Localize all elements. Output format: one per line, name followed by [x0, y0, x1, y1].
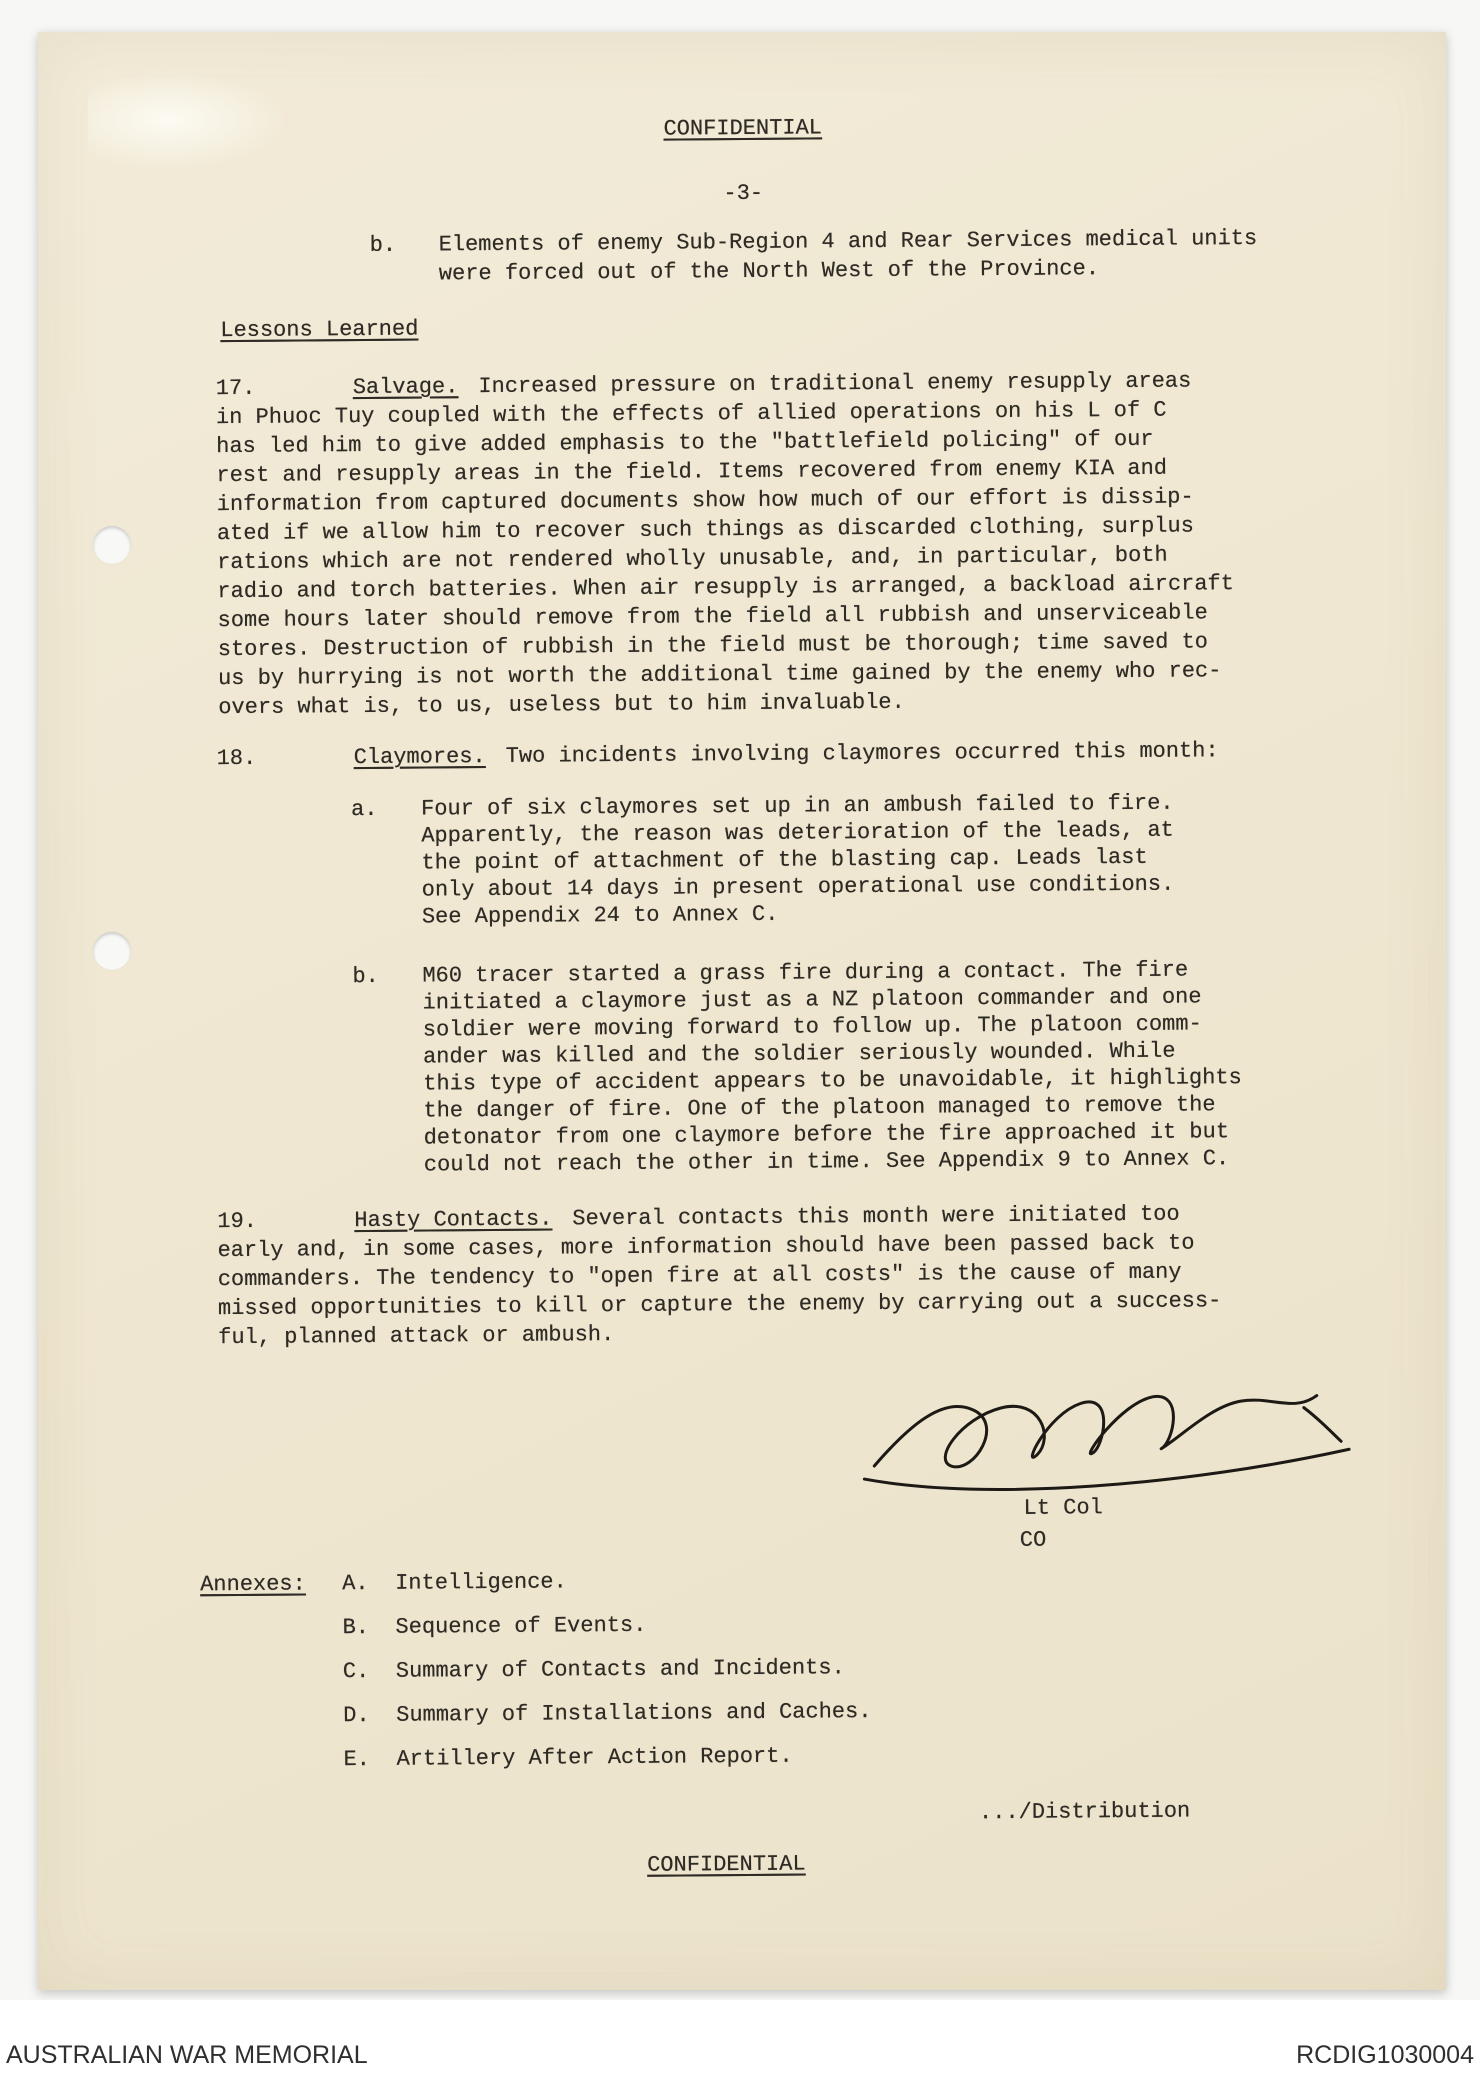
annex-item-b — [342, 1609, 870, 1642]
classification-footer-text: CONFIDENTIAL — [647, 1851, 806, 1878]
paragraph-text: Increased pressure on traditional enemy resupply areas in Phuoc Tuy coupled with the effects of allied operations on his L of C has led him to give added emphasis to the "battlefield policing" of our rest and resupply areas in the field. Items recovered from enemy KIA and information from captured documents show how much of our effort is dissip- ated if we allow him to recover such things as discarded clothing, surplus rations which are not rendered wholly unusable, and, in particular, both radio and torch batteries. When air resupply is arranged, a backload aircraft some hours later should remove from the field all rubbish and unserviceable stores. Destruction of rubbish in the field must be thorough; time saved to us by hurrying is not worth the additional time gained by the enemy who rec- overs what is, to us, useless but to him invaluable. — [215, 368, 1235, 721]
annex-item-label: E. — [343, 1746, 371, 1773]
annex-item-text: Artillery After Action Report. — [396, 1743, 793, 1772]
annex-item-text: Summary of Contacts and Incidents. — [395, 1655, 845, 1684]
archive-footer-bar — [0, 2000, 1480, 2082]
annex-item-text: Summary of Installations and Caches. — [396, 1699, 872, 1728]
subparagraph-b-label: b. — [369, 232, 397, 258]
archive-reference-id: RCDIG1030004 — [1296, 2041, 1474, 2069]
paragraph-18-claymores — [217, 735, 1347, 773]
section-heading-text: Lessons Learned — [220, 316, 419, 344]
annex-item-text: Intelligence. — [395, 1569, 567, 1596]
subitem-b — [352, 956, 1304, 1179]
annex-item-label: B. — [342, 1614, 370, 1641]
subparagraph-b — [370, 223, 1350, 289]
annex-item-label: C. — [342, 1658, 370, 1685]
subitem-a — [351, 789, 1302, 931]
paragraph-title: Salvage. — [352, 374, 459, 401]
paragraph-17-salvage — [216, 365, 1349, 722]
annex-item-label: A. — [342, 1570, 369, 1597]
continuation-note: .../Distribution — [978, 1798, 1191, 1826]
archive-name: AUSTRALIAN WAR MEMORIAL — [6, 2041, 368, 2069]
annex-item-label: D. — [343, 1702, 370, 1729]
subitem-b-text: M60 tracer started a grass fire during a contact. The fire initiated a claymore just as a NZ platoon commander and one soldier were moving forward to follow up. The platoon comm- ander was killed and the soldier seriously wounded. While this type of accident appears to be unavoidable, it highlights the danger of fire. One of the platoon managed to remove the detonator from one claymore before the fire approached it but could not reach the other in time. See Appendix 9 to Annex C. — [422, 957, 1242, 1178]
signatory-rank: Lt Col — [1023, 1495, 1103, 1521]
classification-header — [39, 108, 1447, 148]
classification-footer — [52, 1845, 1400, 1885]
annex-item-c — [343, 1653, 871, 1686]
typed-content — [38, 26, 1461, 1995]
annex-item-e — [343, 1741, 871, 1774]
paragraph-19-hasty-contacts — [217, 1198, 1348, 1352]
paragraph-text: Several contacts this month were initiated too early and, in some cases, more information should have been passed back to commanders. The tendency to "open fire at all costs" is the cause of many missed opportunities to kill or capture the enemy by carrying out a success- ful, planned attack or ambush. — [217, 1201, 1222, 1351]
annex-item-d — [343, 1697, 871, 1730]
signatory-appointment: CO — [1019, 1527, 1047, 1553]
paragraph-number: 17. — [215, 375, 256, 402]
section-heading — [220, 315, 418, 346]
subparagraph-b-text: Elements of enemy Sub-Region 4 and Rear Services medical units were forced out of the North West of the Province. — [438, 225, 1258, 287]
annex-item-text: Sequence of Events. — [395, 1612, 647, 1640]
annexes-heading — [200, 1569, 306, 1599]
annex-item-a — [342, 1565, 870, 1598]
classification-header-text: CONFIDENTIAL — [663, 115, 823, 142]
page-number: -3- — [723, 180, 764, 207]
paragraph-number: 18. — [216, 745, 257, 772]
subitem-b-label: b. — [352, 963, 379, 990]
subitem-a-label: a. — [350, 796, 378, 823]
paragraph-title: Claymores. — [353, 744, 486, 771]
signature-scrawl — [848, 1357, 1369, 1511]
document-page — [38, 32, 1446, 1990]
annexes-heading-text: Annexes: — [200, 1571, 306, 1598]
paragraph-title: Hasty Contacts. — [354, 1206, 553, 1234]
paragraph-text: Two incidents involving claymores occurred this month: — [505, 738, 1219, 769]
subitem-a-text: Four of six claymores set up in an ambush failed to fire. Apparently, the reason was deterioration of the leads, at the point of attachment of the blasting cap. Leads last only about 14 days in present operational use conditions. See Appendix 24 to Annex C. — [420, 790, 1175, 930]
annexes-list — [342, 1565, 872, 1789]
paragraph-number: 19. — [217, 1208, 258, 1235]
